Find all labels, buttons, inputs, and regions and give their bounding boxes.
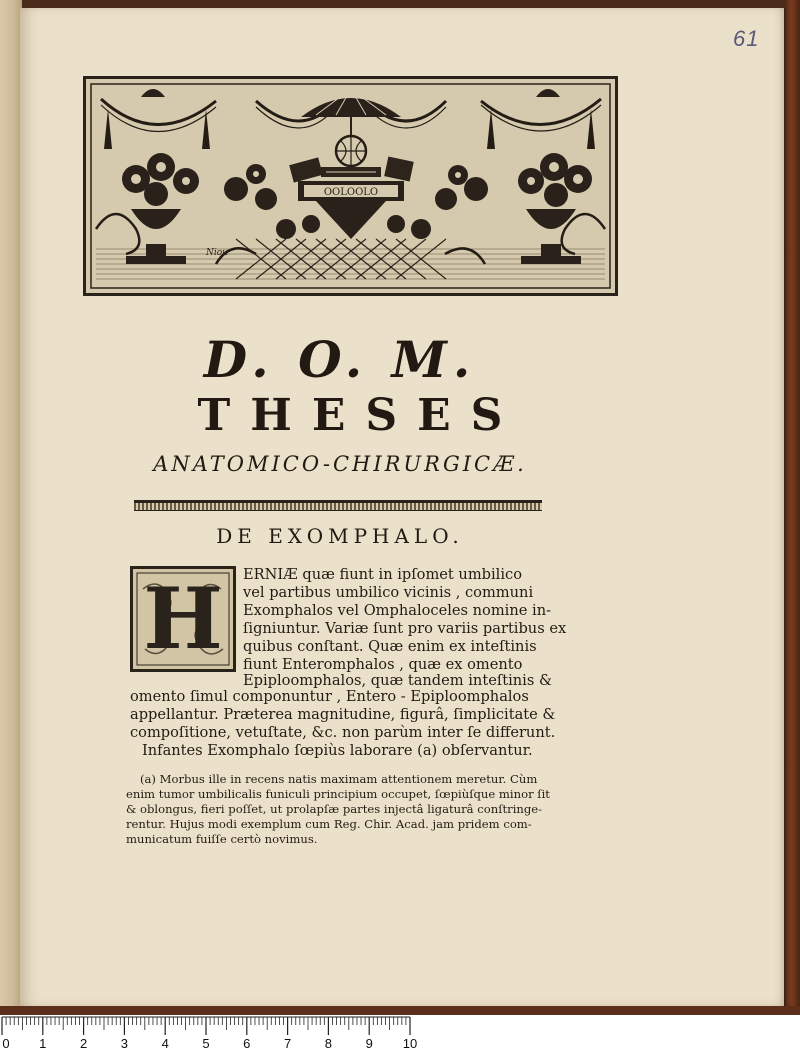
- ruler-number: 7: [283, 1036, 292, 1051]
- ruler-number: 5: [202, 1036, 210, 1051]
- footnote-line: enim tumor umbilicalis funiculi principium occupet, ſœpiùſque minor ſit: [126, 787, 550, 801]
- footnote-line: municatum fuiſſe certò novimus.: [126, 832, 318, 846]
- body-line: Epiploomphalos, quæ tandem inteſtinis &: [243, 672, 552, 689]
- body-line: appellantur. Præterea magnitudine, figurâ, ſimplicitate &: [130, 706, 556, 723]
- book-top-edge: [0, 0, 800, 8]
- scale-ruler: [0, 1015, 800, 1055]
- headpiece-ornament: [83, 76, 618, 296]
- ornament-signature: Niou: [206, 248, 228, 258]
- book-cover-edge: [786, 0, 800, 1012]
- body-line: omento ſimul componuntur , Entero - Epiploomphalos: [130, 688, 529, 705]
- body-line: compoſitione, vetuſtate, &c. non parùm inter ſe differunt.: [130, 724, 556, 741]
- dropcap-letter: H: [143, 569, 223, 668]
- body-line: fiunt Enteromphalos , quæ ex omento: [243, 656, 523, 673]
- footnote-line: & oblongus, fieri poſſet, ut prolapſæ partes injectâ ligaturâ conſtringe-: [126, 802, 543, 816]
- ruler-number: 8: [324, 1036, 333, 1051]
- folio-number: 61: [733, 26, 760, 51]
- book-gutter: [0, 0, 22, 1012]
- page-title: THESES: [197, 390, 523, 441]
- body-line: ſigniuntur. Variæ ſunt pro variis partibus ex: [243, 620, 567, 637]
- ruler-number: 3: [120, 1036, 129, 1051]
- ruler-number: 0: [2, 1036, 10, 1051]
- ornament-plaque: OOLOOLO: [323, 187, 379, 198]
- ruler-ticks: [0, 1015, 800, 1037]
- footnote-line: rentur. Hujus modi exemplum cum Reg. Chir. Acad. jam pridem com-: [126, 817, 532, 831]
- ruler-number: 6: [243, 1036, 251, 1051]
- ruler-number: 1: [39, 1036, 47, 1051]
- body-line: quibus conſtant. Quæ enim ex inteſtinis: [243, 638, 537, 655]
- ruler-number: 9: [365, 1036, 373, 1051]
- body-line: Exomphalos vel Omphaloceles nomine in-: [243, 602, 552, 619]
- ruler-number: 2: [79, 1036, 88, 1051]
- dropcap-initial: [130, 566, 236, 672]
- ruler-number: 4: [161, 1036, 169, 1051]
- section-title: DE EXOMPHALO.: [216, 524, 464, 548]
- body-line: Infantes Exomphalo ſœpiùs laborare (a) obſervantur.: [142, 742, 533, 759]
- ornamental-rule: [134, 500, 542, 511]
- page-subtitle: ANATOMICO-CHIRURGICÆ.: [153, 452, 527, 476]
- invocation-heading: D. O. M.: [203, 330, 477, 389]
- ruler-number: 10: [402, 1036, 418, 1051]
- body-line: vel partibus umbilico vicinis , communi: [243, 584, 534, 601]
- footnote-line: (a) Morbus ille in recens natis maximam attentionem meretur. Cùm: [140, 772, 538, 786]
- body-line: ERNIÆ quæ fiunt in ipſomet umbilico: [243, 566, 522, 583]
- book-bottom-edge: [0, 1006, 800, 1015]
